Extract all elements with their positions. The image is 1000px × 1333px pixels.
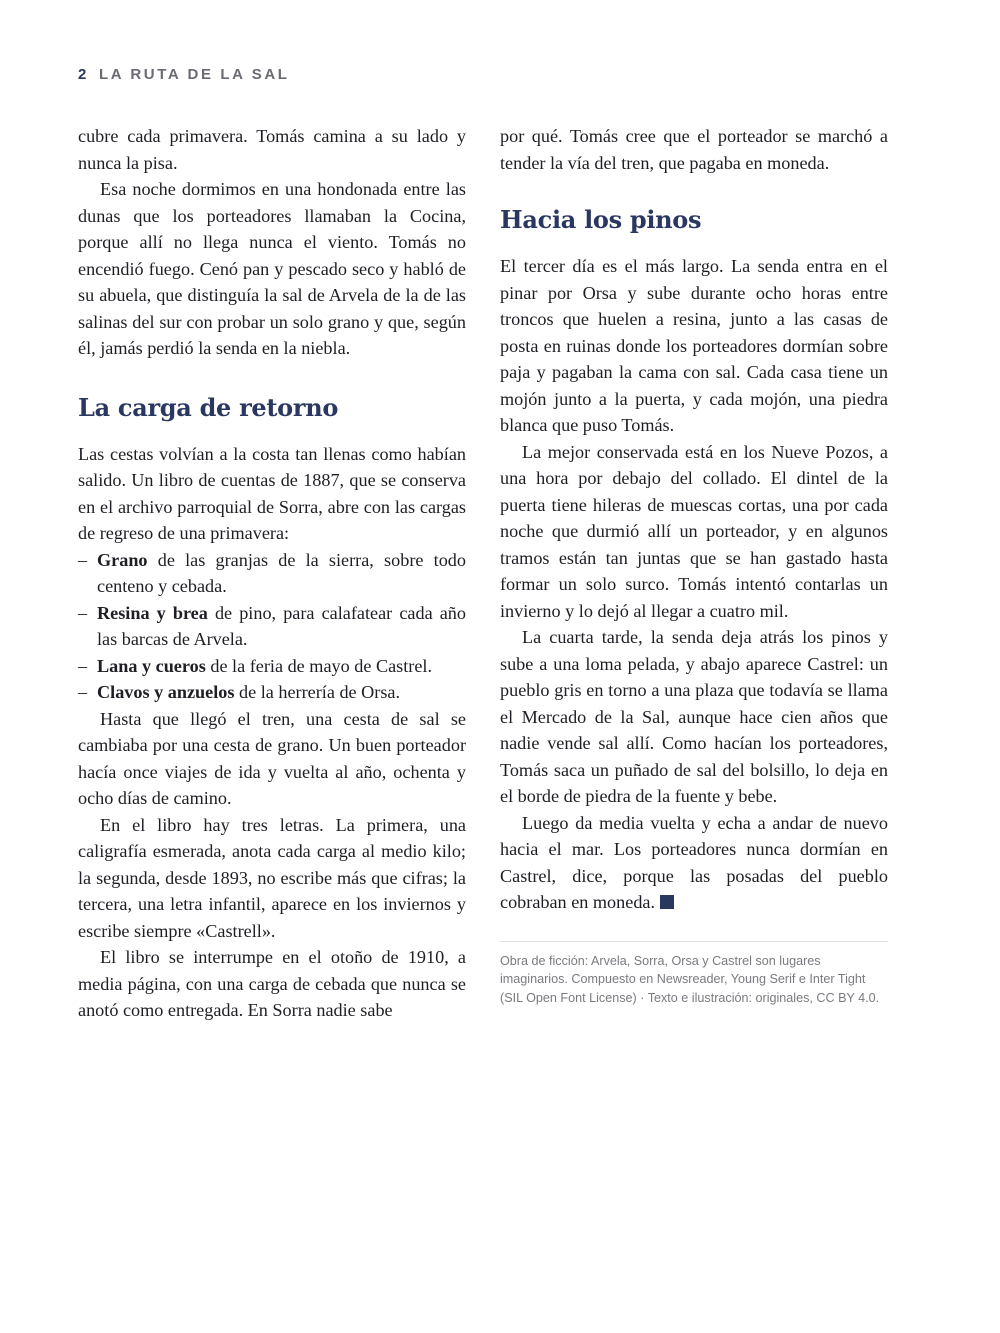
running-title: LA RUTA DE LA SAL: [98, 66, 290, 83]
list-item: – Resina y brea de pino, para calafatear cada año las barcas de Arvela.: [78, 602, 466, 649]
list-item-text: de pino, para calafatear cada año las barcas de Arvela.: [97, 602, 466, 649]
paragraph: El libro se interrumpe en el otoño de 1910, a media página, con una carga de cebada que nunca se anotó como entregada. En Sorra nadie sabe: [78, 947, 466, 1020]
paragraph: En el libro hay tres letras. La primera, una caligrafía esmerada, anota cada carga al medio kilo; la segunda, desde 1893, no escribe más que cifras; la tercera, una letra infantil, aparece en los inviernos y escribe siempre «Castrell».: [78, 814, 466, 941]
paragraph: por qué. Tomás cree que el porteador se marchó a tender la vía del tren, que pagaba en moneda.: [500, 126, 888, 173]
final-paragraph-text: Luego da media vuelta y echa a andar de nuevo hacia el mar. Los porteadores nunca dormían en Castrel, dice, porque las posadas del pueblo cobraban en moneda.: [500, 812, 888, 912]
right-column: [500, 123, 888, 1007]
list-item: – Clavos y anzuelos de la herrería de Orsa.: [78, 682, 401, 702]
list-item: – Grano de las granjas de la sierra, sobre todo centeno y cebada.: [78, 549, 466, 596]
page-number: 2: [78, 66, 89, 83]
paragraph: Las cestas volvían a la costa tan llenas como habían salido. Un libro de cuentas de 1887, que se conserva en el archivo parroquial de Sorra, abre con las cargas de regreso de una primavera:: [78, 443, 466, 543]
list-item-text: de la feria de mayo de Castrel.: [205, 655, 433, 676]
list-item: – Lana y cueros de la feria de mayo de Castrel.: [78, 655, 433, 676]
paragraph: Esa noche dormimos en una hondonada entre las dunas que los porteadores llamaban la Cocina, porque allí no llega nunca el viento. Tomás no encendió fuego. Cenó pan y pescado seco y habló de su abuela, que distinguía la sal de Arvela de la de las salinas del sur con probar un solo grano y que, según él, jamás perdió la senda en la niebla.: [78, 179, 466, 358]
paragraph: cubre cada primavera. Tomás camina a su lado y nunca la pisa.: [78, 126, 466, 173]
paragraph: La mejor conservada está en los Nueve Pozos, a una hora por debajo del collado. El dintel de la puerta tiene hileras de muescas cortas, una por cada noche que durmió allí un porteador, y en algunos tramos están tan juntas que se han gastado hasta formar un solo surco. Tomás intentó contarlas un invierno y lo dejó al llegar a cuatro mil.: [500, 441, 888, 621]
list-item-text: de la herrería de Orsa.: [234, 682, 401, 702]
list-item-term: Lana y cueros: [97, 655, 206, 676]
end-mark-icon: [660, 895, 674, 909]
paragraph: Hasta que llegó el tren, una cesta de sal se cambiaba por una cesta de grano. Un buen porteador hacía once viajes de ida y vuelta al año, ochenta y ocho días de camino.: [78, 708, 466, 808]
paragraph: La cuarta tarde, la senda deja atrás los pinos y sube a una loma pelada, y abajo aparece Castrel: un pueblo gris en torno a una plaza que todavía se llama el Mercado de la Sal, aunque hace cien años que nadie vende sal allí. Como hacían los porteadores, Tomás saca un puñado de sal del bolsillo, lo deja en el borde de piedra de la fuente y bebe.: [500, 627, 888, 806]
cargo-list: [78, 547, 466, 706]
list-item-text: de las granjas de la sierra, sobre todo centeno y cebada.: [97, 549, 466, 596]
colophon-note: Obra de ficción: Arvela, Sorra, Orsa y Castrel son lugares imaginarios. Compuesto en Newsreader, Young Serif e Inter Tight (SIL Open Font License) · Texto e ilustración: originales, CC BY 4.0.: [500, 953, 880, 1005]
running-head: [78, 66, 290, 83]
paragraph: [500, 810, 888, 916]
section-heading: Hacia los pinos: [500, 205, 702, 234]
list-item-term: Resina y brea: [97, 602, 208, 623]
footnote-divider: [500, 941, 888, 942]
section-heading: La carga de retorno: [78, 392, 339, 422]
paragraph: El tercer día es el más largo. La senda entra en el pinar por Orsa y sube durante ocho horas entre troncos que huelen a resina, junto a las casas de posta en ruinas donde los porteadores dormían sobre paja y pagaban la cama con sal. Cada casa tiene un mojón junto a la puerta, y cada mojón, una piedra blanca que puso Tomás.: [500, 256, 888, 435]
left-column: [78, 123, 466, 1024]
list-item-term: Clavos y anzuelos: [97, 682, 235, 702]
list-item-term: Grano: [97, 549, 148, 570]
